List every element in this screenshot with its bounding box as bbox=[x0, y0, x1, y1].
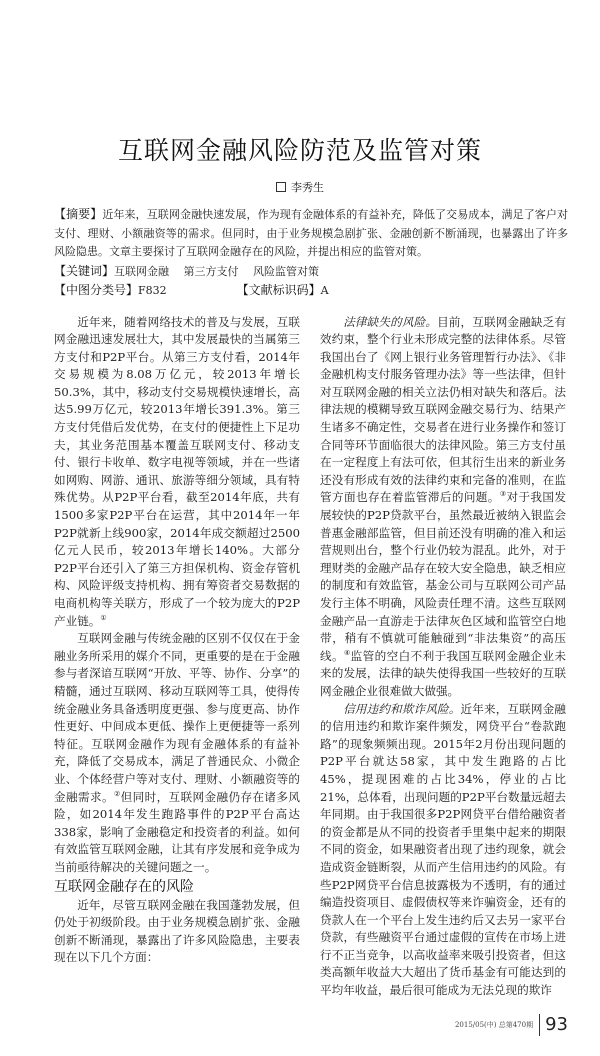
section-heading: 互联网金融存在的风险 bbox=[54, 878, 194, 895]
paragraph bbox=[320, 701, 566, 1000]
abstract bbox=[54, 205, 568, 262]
doc-code bbox=[237, 281, 329, 300]
issue-info: 2015/05(中) 总第470期 bbox=[454, 1020, 534, 1029]
keywords-text: 互联网金融 第三方支付 风险监管对策 bbox=[114, 264, 320, 278]
article-title: 互联网金融风险防范及监管对策 bbox=[117, 136, 482, 165]
footnote-ref: ① bbox=[100, 613, 107, 622]
footer-divider bbox=[539, 1014, 540, 1036]
keywords bbox=[54, 262, 568, 281]
paragraph-text: 监管的空白不利于我国互联网金融企业未来的发展，法律的缺失使得我国一些较好的互联网金融企业很难做大做强。 bbox=[320, 648, 566, 698]
paragraph bbox=[54, 314, 300, 631]
footnote-ref: ② bbox=[113, 789, 121, 798]
abstract-label: 【摘要】 bbox=[54, 207, 103, 221]
page-footer bbox=[54, 1014, 568, 1036]
paragraph-text: 互联网金融与传统金融的区别不仅仅在于金融业务所采用的媒介不同，更重要的是在于金融参与者深谙互联网“开放、平等、协作、分享”的精髓，通过互联网、移动互联网等工具，使得传统金融业务具备透明度更强、参与度更高、协作性更好、中间成本更低、操作上更便捷等一系列特征。互联网金融作为现有金融体系的有益补充，降低了交易成本，满足了普通民众、小微企业、个体经营户等对支付、理财、小额融资等的金融需求。 bbox=[54, 631, 300, 804]
author-line bbox=[0, 180, 600, 195]
paragraph bbox=[320, 314, 566, 701]
right-column bbox=[320, 314, 566, 1000]
footnote-ref: ④ bbox=[343, 648, 351, 657]
classification-value: F832 bbox=[138, 283, 167, 297]
doc-code-label: 【文献标识码】 bbox=[236, 282, 321, 297]
paragraph bbox=[54, 630, 300, 876]
doc-code-value: A bbox=[320, 283, 329, 297]
footnote-ref: ③ bbox=[499, 490, 507, 499]
page-number: 93 bbox=[545, 1013, 568, 1035]
classification-row bbox=[54, 281, 568, 300]
paragraph-text: 近年来，随着网络技术的普及与发展，互联网金融迅速发展壮大，其中发展最快的当属第三方支付和P2P平台。从第三方支付看，2014年交易规模为8.08万亿元，较2013年增长50.3%，其中，移动支付交易规模快速增长，高达5.99万亿元，较2013年增长391.3%。第三方支付凭借后发优势，在支付的便捷性上下足功夫，其业务范围基本覆盖互联网支付、移动支付、银行卡收单、数字电视等领域，并在一些诸如网购、网游、通讯、旅游等细分领域，具有特殊优势。从P2P平台看，截至2014年底，共有1500多家P2P平台在运营，其中2014年一年P2P就新上线900家，2014年成交额超过2500亿元人民币，较2013年增长140%。大部分P2P平台还引入了第三方担保机构、资金存管机构、风险评级支持机构、拥有筹资者交易数据的电商机构等关联方，形成了一个较为庞大的P2P产业链。 bbox=[54, 314, 300, 628]
square-bullet-icon bbox=[276, 182, 286, 192]
keywords-label: 【关键词】 bbox=[54, 263, 115, 278]
paragraph-text: 对于我国发展较快的P2P贷款平台，虽然最近被纳入银监会普惠金融部监管，但目前还没有明确的准入和运营规则出台，整个行业仍较为混乱。此外，对于理财类的金融产品存在较大安全隐患，缺乏相应的制度和有效监管，基金公司与互联网公司产品发行主体不明确，风险责任理不清。这些互联网金融产品一直游走于法律灰色区域和监管空白地带，稍有不慎就可能触碰到“非法集资”的高压线。 bbox=[320, 490, 566, 663]
paragraph: 近年，尽管互联网金融在我国蓬勃发展，但仍处于初级阶段。由于业务规模急剧扩张、金融创新不断涌现，暴露出了许多风险隐患，主要表现在以下几个方面： bbox=[54, 897, 300, 965]
run-in-heading: 信用违约和欺诈风险。 bbox=[343, 701, 461, 716]
classification bbox=[54, 281, 167, 300]
author-name: 李秀生 bbox=[291, 181, 324, 194]
abstract-text: 近年来，互联网金融快速发展，作为现有金融体系的有益补充，降低了交易成本，满足了客户对支付、理财、小额融资等的需求。但同时，由于业务规模急剧扩张、金融创新不断涌现，也暴露出了许多风险隐患。文章主要探讨了互联网金融存在的风险，并提出相应的监管对策。 bbox=[54, 208, 568, 258]
classification-label: 【中图分类号】 bbox=[54, 282, 139, 297]
paragraph-text: 目前，互联网金融缺乏有效约束，整个行业未形成完整的法律体系。尽管我国出台了《网上银行业务管理暂行办法》、《非金融机构支付服务管理办法》等一些法律，但针对互联网金融的相关立法仍相对缺失和落后。法律法规的模糊导致互联网金融交易行为、结果产生诸多不确定性，交易者在进行业务操作和签订合同等环节面临很大的法律风险。第三方支付虽在一定程度上有法可依，但其衍生出来的新业务还没有形成有效的法律约束和完备的准则，在监管方面也存在着监管滞后的问题。 bbox=[320, 314, 566, 505]
paragraph-text: 但同时，互联网金融仍存在诸多风险，如2014年发生跑路事件的P2P平台高达338家，影响了金融稳定和投资者的利益。如何有效监管互联网金融，让其有序发展和竞争成为当前亟待解决的关键问题之一。 bbox=[54, 789, 300, 874]
run-in-heading: 法律缺失的风险。 bbox=[343, 314, 438, 329]
left-column bbox=[54, 314, 300, 1000]
paragraph-text: 近年来，互联网金融的信用违约和欺诈案件频发，网贷平台“卷款跑路”的现象频频出现。2015年2月份出现问题的P2P平台就达58家，其中发生跑路的占比45%，提现困难的占比34%，停业的占比21%，总体看，出现问题的P2P平台数量远超去年同期。由于我国很多P2P网贷平台借给融资者的资金都是从不同的投资者手里集中起来的期限不同的资金，如果融资者出现了违约现象，就会造成资金链断裂，从而产生信用违约的风险。有些P2P网贷平台信息披露极为不透明，有的通过编造投资项目、虚假债权等来诈骗资金，还有的贷款人在一个平台上发生违约后又去另一家平台贷款，有些融资平台通过虚假的宣传在市场上进行不正当竞争，以高收益率来吸引投资者，但这类高额年收益大大超出了货币基金有可能达到的平均年收益，最后很可能成为无法兑现的欺诈 bbox=[320, 701, 566, 998]
body-columns bbox=[54, 314, 566, 1000]
